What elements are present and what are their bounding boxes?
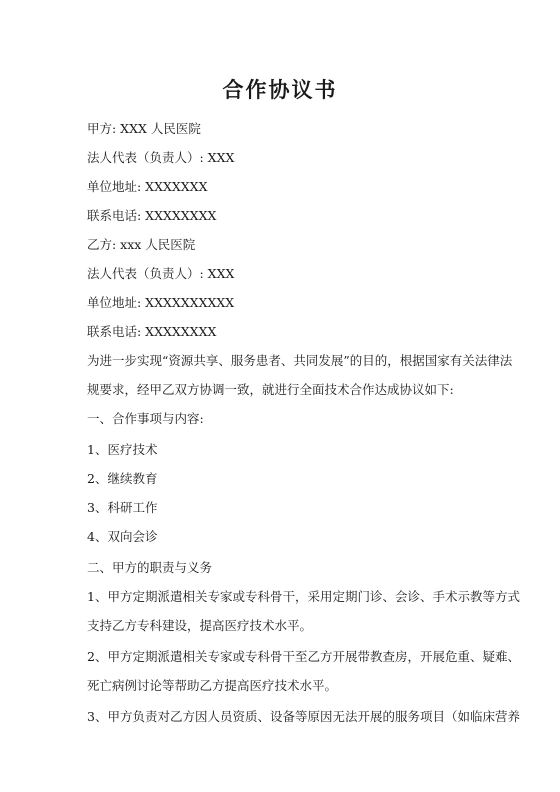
- section-2-heading: 二、甲方的职责与义务: [87, 560, 213, 575]
- party-b-name: 乙方: xxx 人民医院: [87, 237, 196, 252]
- party-b-phone: 联系电话: XXXXXXXX: [87, 324, 217, 339]
- party-a-name: 甲方: XXX 人民医院: [87, 121, 201, 136]
- party-a-phone: 联系电话: XXXXXXXX: [87, 208, 217, 223]
- party-a-address: 单位地址: XXXXXXX: [87, 179, 208, 194]
- section-1-item: 1、医疗技术: [87, 442, 158, 457]
- section-2-paragraph-line: 死亡病例讨论等帮助乙方提高医疗技术水平。: [87, 678, 338, 693]
- party-b-legal-rep: 法人代表（负责人）: XXX: [87, 266, 235, 281]
- section-2-paragraph-line: 3、甲方负责对乙方因人员资质、设备等原因无法开展的服务项目（如临床营养: [87, 709, 520, 724]
- section-1-heading: 一、合作事项与内容:: [87, 411, 204, 426]
- party-b-address: 单位地址: XXXXXXXXXX: [87, 295, 235, 310]
- document-title: 合作协议书: [222, 77, 338, 102]
- section-1-item: 2、继续教育: [87, 471, 158, 486]
- intro-line: 为进一步实现“资源共享、服务患者、共同发展”的目的，根据国家有关法律法: [87, 353, 513, 368]
- section-2-paragraph-line: 1、甲方定期派遣相关专家或专科骨干，采用定期门诊、会诊、手术示教等方式: [87, 589, 520, 604]
- section-1-item: 3、科研工作: [87, 500, 158, 515]
- party-a-legal-rep: 法人代表（负责人）: XXX: [87, 150, 235, 165]
- section-2-paragraph-line: 2、甲方定期派遣相关专家或专科骨干至乙方开展带教查房，开展危重、疑难、: [87, 649, 520, 664]
- section-2-paragraph-line: 支持乙方专科建设，提高医疗技术水平。: [87, 618, 313, 633]
- section-1-item: 4、双向会诊: [87, 529, 158, 544]
- intro-line: 规要求，经甲乙双方协调一致，就进行全面技术合作达成协议如下:: [87, 382, 454, 397]
